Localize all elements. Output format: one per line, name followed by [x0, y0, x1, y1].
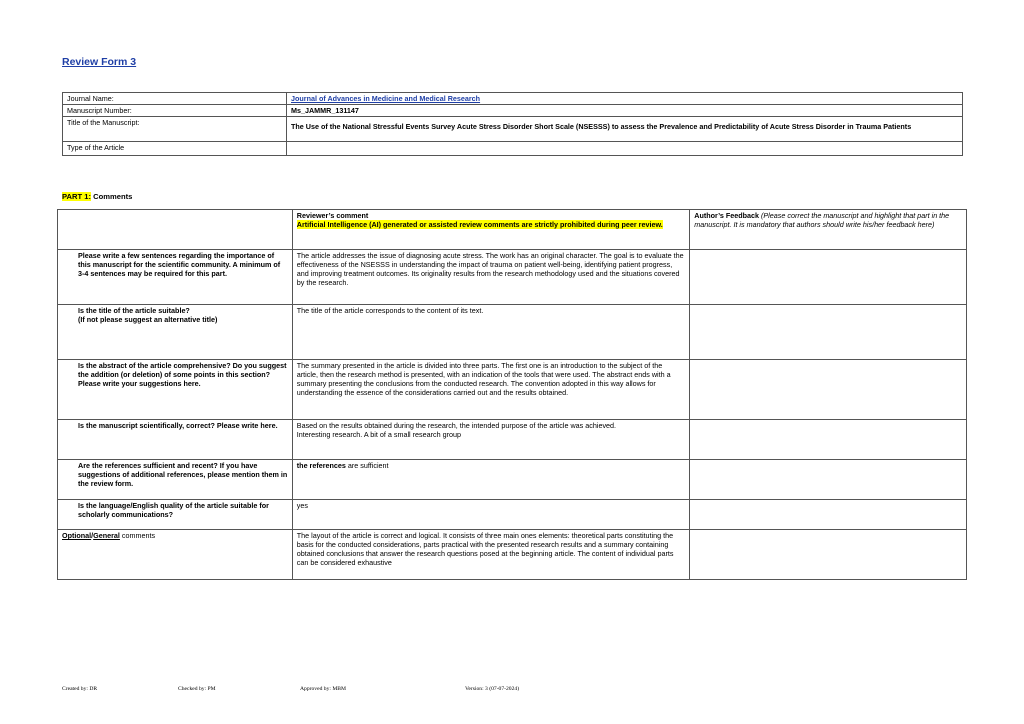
- optional-text: Optional: [62, 531, 92, 540]
- journal-name-label: Journal Name:: [63, 93, 287, 105]
- general-text: General: [93, 531, 120, 540]
- comment-abstract: The summary presented in the article is divided into three parts. The first one is an introduction to the subject of the article, then the research method is presented, with an indication of the tools that were used. The abstract ends with a summary presenting the conclusions from the conducted research. The convention adopted in this way allows for understanding the essence of the considerations carried out and the results obtained.: [292, 360, 690, 420]
- author-feedback-title: Author’s Feedback: [694, 211, 759, 220]
- journal-name-link[interactable]: Journal of Advances in Medicine and Medical Research: [291, 94, 481, 103]
- comment-title: The title of the article corresponds to the content of its text.: [292, 305, 690, 360]
- article-type-value: [287, 142, 963, 156]
- question-language: Is the language/English quality of the article suitable for scholarly communications?: [58, 500, 293, 530]
- comment-references: [292, 460, 690, 500]
- author-feedback-note: (Please correct the manuscript and highlight that part in the manuscript. It is mandatory that authors should write his/her feedback here): [694, 211, 950, 229]
- footer-created-by: Created by: DR: [62, 686, 98, 692]
- footer-approved-by: Approved by: MBM: [300, 686, 346, 692]
- part-label: PART 1:: [62, 192, 91, 201]
- reviewer-comment-title: Reviewer’s comment: [296, 211, 369, 220]
- manuscript-title-value: The Use of the National Stressful Events Survey Acute Stress Disorder Short Scale (NSESSS) to assess the Prevalence and Predictability of Acute Stress Disorder in Trauma Patients: [287, 117, 963, 142]
- table-row: [58, 305, 967, 360]
- comment-references-bold: the references: [296, 461, 346, 470]
- table-row: [58, 500, 967, 530]
- manuscript-title-label: Title of the Manuscript:: [63, 117, 287, 142]
- comment-scientific: Based on the results obtained during the research, the intended purpose of the article was achieved. Interesting research. A bit of a small research group: [292, 420, 690, 460]
- comment-importance: The article addresses the issue of diagnosing acute stress. The work has an original character. The goal is to evaluate the effectiveness of the NSESSS in understanding the impact of trauma on patient well-being, identifying patient progress, and improving treatment outcomes. Its originality results from the research methodology used and the situations covered by the research.: [292, 250, 690, 305]
- table-header-row: [58, 210, 967, 250]
- table-row: [58, 360, 967, 420]
- footer-checked-by: Checked by: PM: [178, 686, 216, 692]
- question-title: Is the title of the article suitable? (If not please suggest an alternative title): [58, 305, 293, 360]
- header-blank-cell: [58, 210, 293, 250]
- table-row: [58, 250, 967, 305]
- table-row: [58, 420, 967, 460]
- table-row: [58, 530, 967, 580]
- feedback-language[interactable]: [690, 500, 967, 530]
- question-abstract: Is the abstract of the article comprehensive? Do you suggest the addition (or deletion) of some points in this section? Please write your suggestions here.: [58, 360, 293, 420]
- article-type-label: Type of the Article: [63, 142, 287, 156]
- table-row: [58, 460, 967, 500]
- manuscript-info-table: [62, 92, 963, 156]
- question-references: Are the references sufficient and recent? If you have suggestions of additional references, please mention them in the review form.: [58, 460, 293, 500]
- feedback-title[interactable]: [690, 305, 967, 360]
- footer-version: Version: 3 (07-07-2024): [465, 686, 520, 692]
- feedback-importance[interactable]: [690, 250, 967, 305]
- ai-prohibition-notice: Artificial Intelligence (AI) generated or assisted review comments are strictly prohibited during peer review.: [296, 220, 663, 229]
- comment-references-rest: are sufficient: [345, 461, 389, 470]
- manuscript-number-value: Ms_JAMMR_131147: [287, 105, 963, 117]
- manuscript-number-label: Manuscript Number:: [63, 105, 287, 117]
- comments-table: [57, 209, 967, 580]
- part-title: Comments: [90, 192, 133, 201]
- comment-general: The layout of the article is correct and logical. It consists of three main ones elements: theoretical parts constituting the basis for the conducted considerations, parts practical with the presented research results and a summary containing obtained conclusions that answer the research questions posed at the beginning article. The content of individual parts can be considered exhaustive: [292, 530, 690, 580]
- author-feedback-header: [690, 210, 967, 250]
- question-scientific: Is the manuscript scientifically, correct? Please write here.: [58, 420, 293, 460]
- journal-name-cell: [287, 93, 963, 105]
- feedback-abstract[interactable]: [690, 360, 967, 420]
- question-importance: Please write a few sentences regarding the importance of this manuscript for the scientific community. A minimum of 3-4 sentences may be required for this part.: [58, 250, 293, 305]
- comments-suffix: comments: [119, 531, 156, 540]
- part-heading: [62, 192, 132, 201]
- feedback-scientific[interactable]: [690, 420, 967, 460]
- feedback-references[interactable]: [690, 460, 967, 500]
- optional-general-label: [58, 530, 293, 580]
- form-title: Review Form 3: [62, 56, 137, 68]
- feedback-general[interactable]: [690, 530, 967, 580]
- reviewer-comment-header: [292, 210, 690, 250]
- comment-language: yes: [292, 500, 690, 530]
- slash-text: /: [91, 531, 94, 540]
